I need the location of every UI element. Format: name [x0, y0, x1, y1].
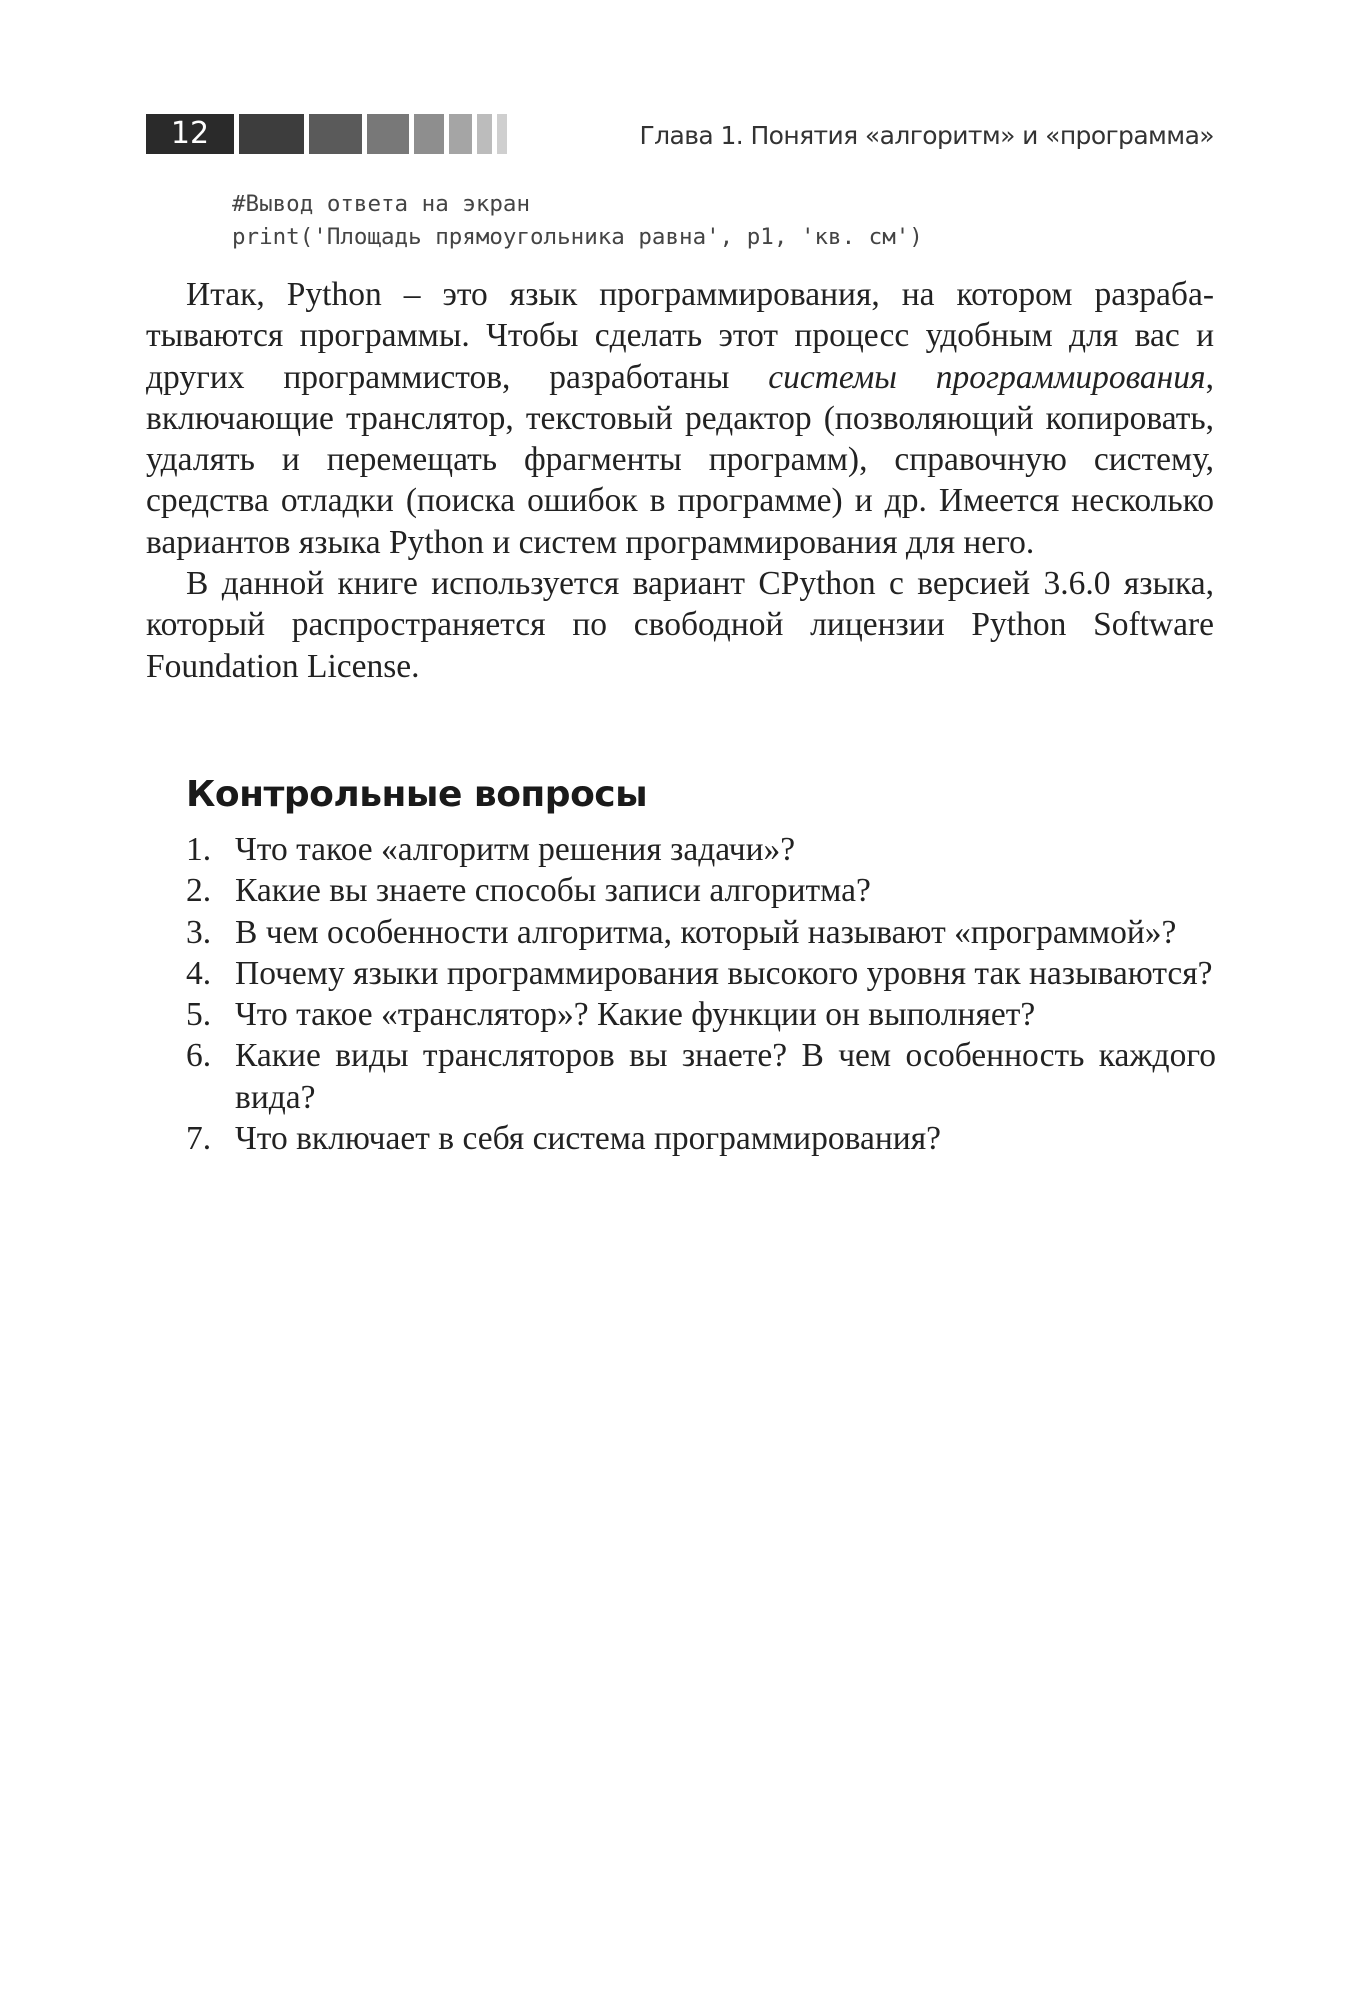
code-snippet [232, 188, 923, 254]
header-bar-5 [449, 114, 472, 154]
question-text: Что такое «алгоритм решения задачи»? [235, 831, 796, 868]
paragraph: В данной книге используется вариант CPython с версией 3.6.0 языка, который распространяется по свободной лицензии Python Software Foundation License. [146, 565, 1214, 685]
body-text [146, 274, 1214, 687]
header-bar-7 [497, 114, 507, 154]
question-text: Какие вы знаете способы записи алгоритма? [235, 872, 871, 910]
question-text: Какие виды трансляторов вы знаете? В чем особенность каждого вида? [235, 1037, 1216, 1116]
page-header [146, 114, 1214, 154]
question-item [186, 994, 1216, 1035]
header-bar-3 [367, 114, 409, 154]
emphasized-term: системы программирования [768, 358, 1206, 396]
question-item [186, 829, 1216, 870]
question-number: 7. [186, 1120, 212, 1158]
question-item [186, 1035, 1216, 1118]
header-bar-1 [239, 114, 304, 154]
questions-list [186, 829, 1216, 1159]
code-line: print('Площадь прямоугольника равна', p1, 'кв. см') [232, 224, 923, 250]
question-number: 5. [186, 996, 212, 1034]
header-bar-2 [309, 114, 362, 154]
question-number: 4. [186, 954, 212, 992]
question-item [186, 870, 1216, 911]
question-item [186, 1118, 1216, 1159]
header-bar-6 [477, 114, 492, 154]
section-title: Контрольные вопросы [186, 774, 648, 815]
paragraph-text: Итак, Python – это язык программирования, на котором разрабатываются программы. Чтобы сделать этот процесс удобным для вас и других программистов, разработаны [146, 276, 1214, 396]
question-text: В чем особенности алгоритма, который называют «программой»? [235, 913, 1177, 951]
question-number: 2. [186, 872, 212, 910]
question-text: Почему языки программирования высокого уровня так называются? [235, 954, 1213, 992]
code-line: #Вывод ответа на экран [232, 191, 531, 217]
question-item [186, 912, 1216, 953]
question-number: 1. [186, 831, 212, 868]
question-item [186, 953, 1216, 994]
paragraph-text: , включающие транслятор, текстовый редактор (позволяющий копировать, удалять и перемещать фрагменты программ), справочную систему, средства отладки (поиска ошибок в программе) и др. Имеется несколько вариантов языка Python и систем программирования для него. [146, 358, 1214, 561]
question-text: Что включает в себя система программирования? [235, 1120, 941, 1158]
question-text: Что такое «транслятор»? Какие функции он выполняет? [235, 996, 1036, 1034]
paragraph [146, 274, 1214, 563]
question-number: 3. [186, 913, 212, 951]
page-number: 12 [146, 114, 234, 154]
question-number: 6. [186, 1037, 212, 1075]
chapter-title: Глава 1. Понятия «алгоритм» и «программа» [639, 121, 1214, 150]
header-bar-4 [414, 114, 444, 154]
